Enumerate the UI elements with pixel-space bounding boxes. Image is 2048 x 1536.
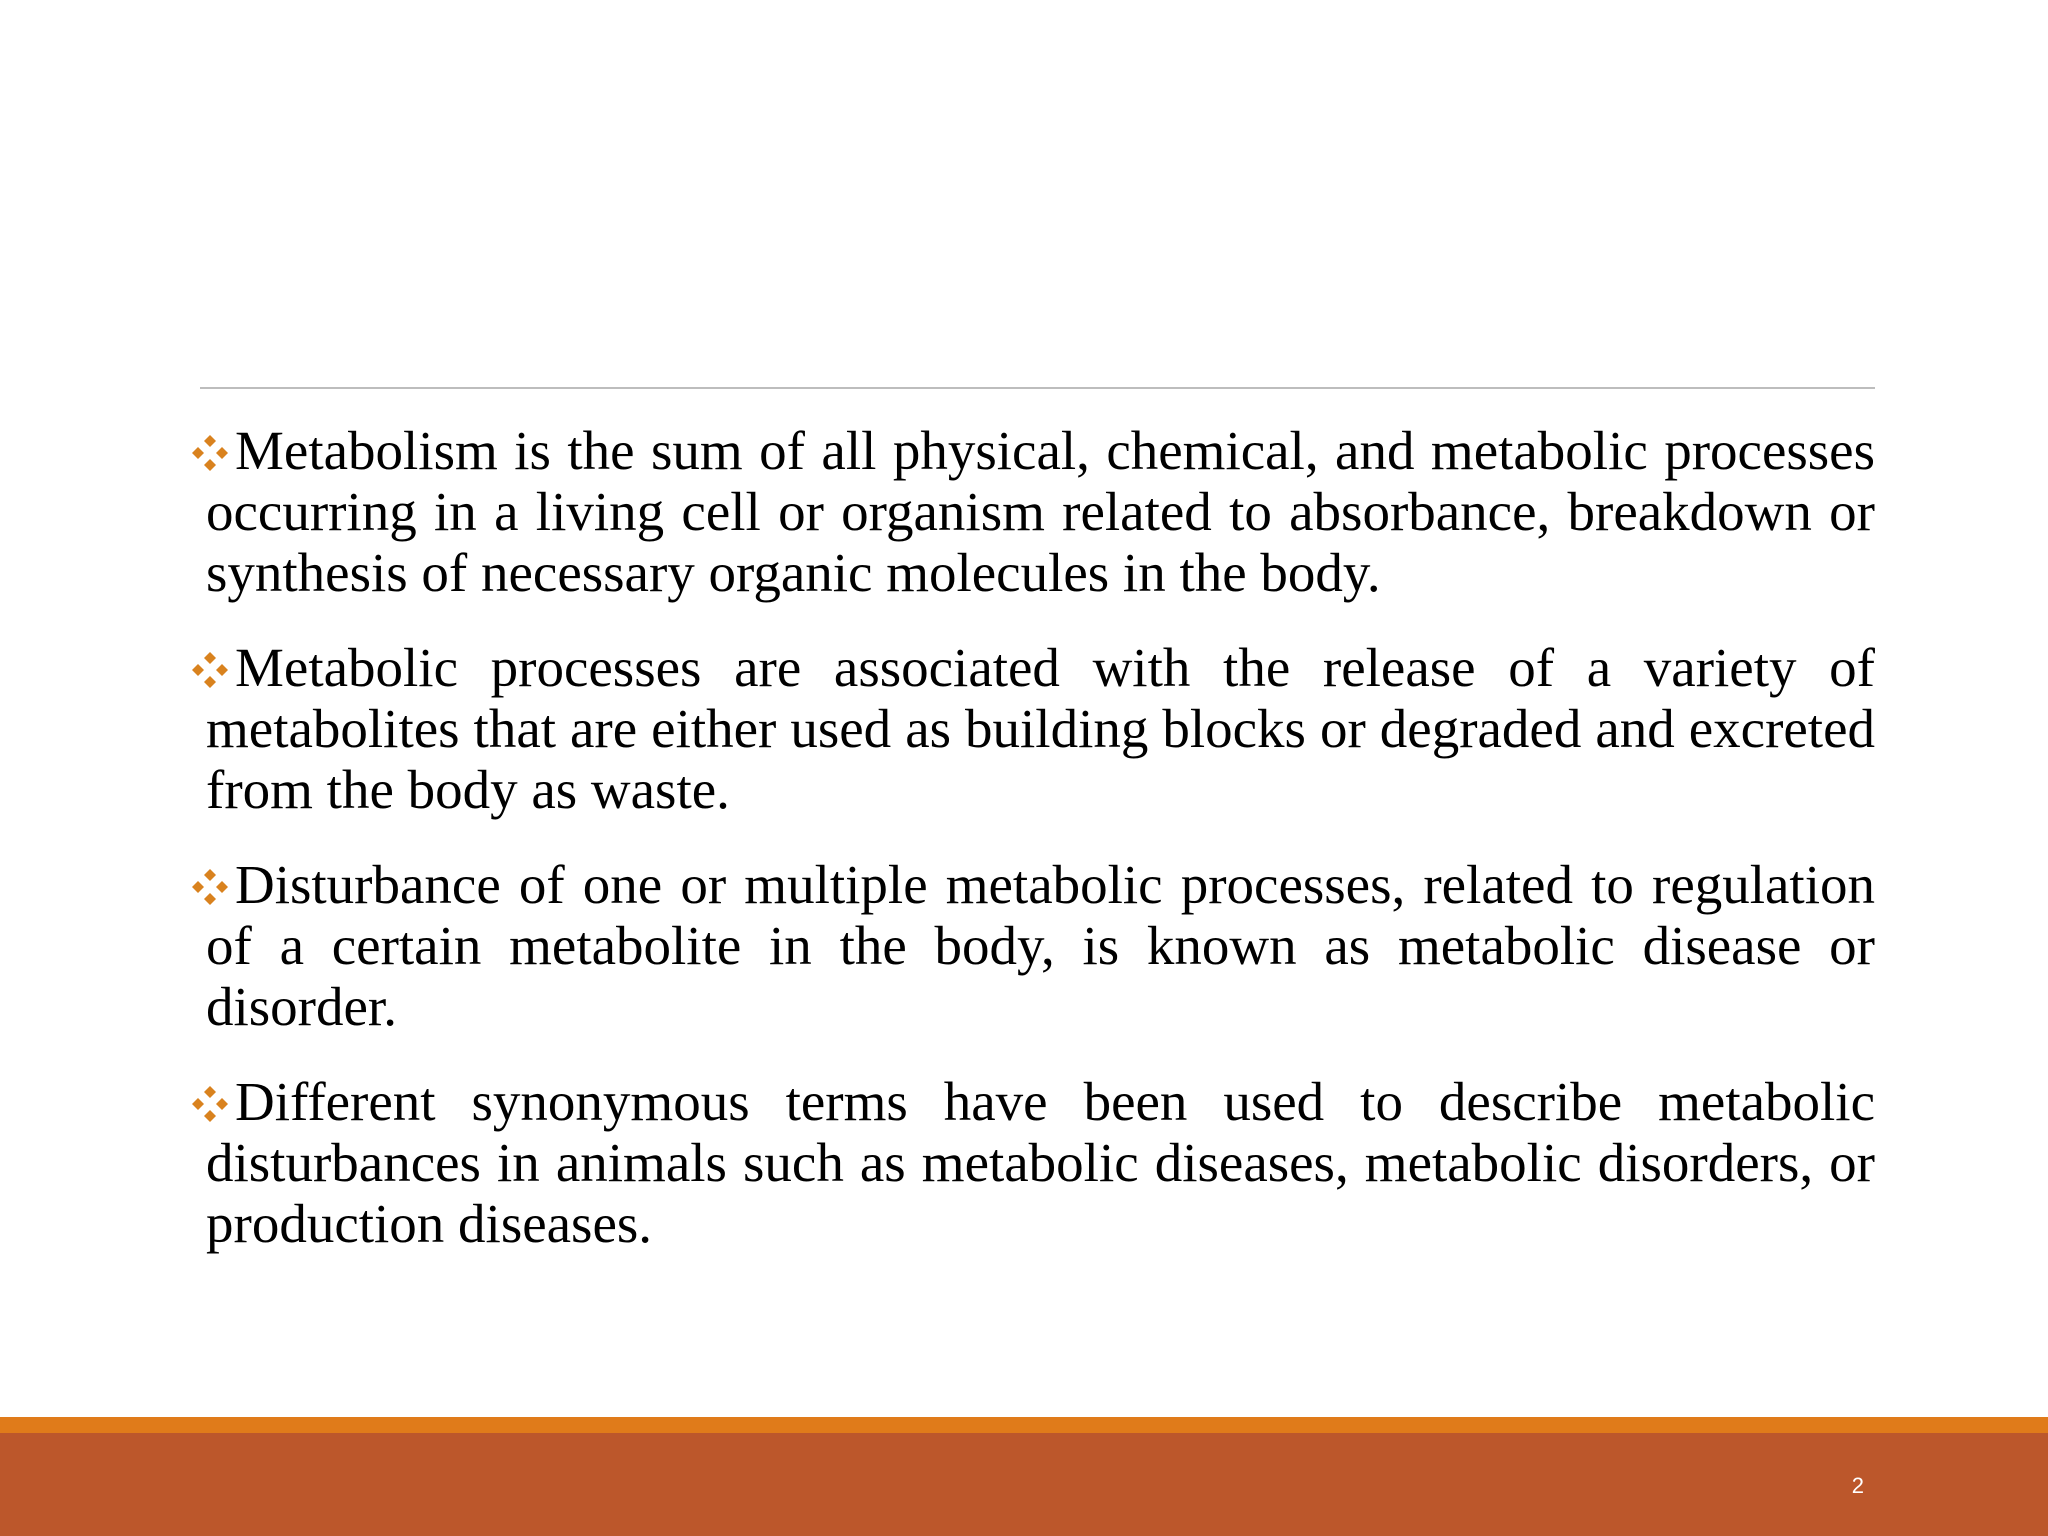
bullet-text: Different synonymous terms have been used to describe metabolic disturbances in animals such as metabolic diseases, metabolic disorders, or production diseases. [206,1071,1875,1254]
slide-content [190,420,1875,1288]
footer-accent-stripe [0,1417,2048,1433]
bullet-text: Disturbance of one or multiple metabolic processes, related to regulation of a certain metabolite in the body, is known as metabolic disease or disorder. [206,854,1875,1037]
four-diamonds-bullet-icon [190,650,230,690]
four-diamonds-bullet-icon [190,1084,230,1124]
bullet-item [190,854,1875,1037]
bullet-item [190,637,1875,820]
bullet-item [190,420,1875,603]
bullet-text: Metabolic processes are associated with the release of a variety of metabolites that are either used as building blocks or degraded and excreted from the body as waste. [206,637,1875,820]
four-diamonds-bullet-icon [190,867,230,907]
footer-band [0,1433,2048,1536]
page-number: 2 [1851,1473,1864,1498]
bullet-text: Metabolism is the sum of all physical, chemical, and metabolic processes occurring in a living cell or organism related to absorbance, breakdown or synthesis of necessary organic molecules in the body. [206,420,1875,603]
bullet-item [190,1071,1875,1254]
title-divider [200,387,1875,389]
four-diamonds-bullet-icon [190,433,230,473]
